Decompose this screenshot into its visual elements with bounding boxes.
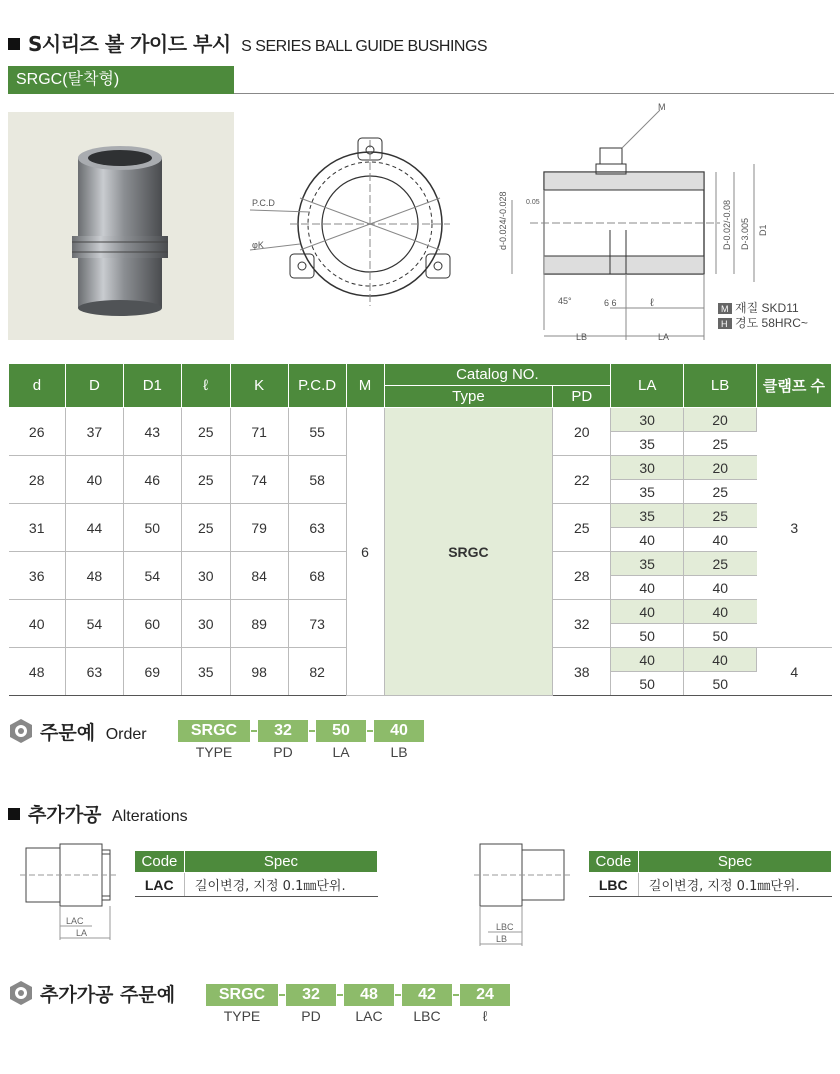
product-photo [8,112,234,340]
cell-d: 48 [9,648,66,696]
hardness-key: H [721,319,728,329]
material-text: 재질 SKD11 [735,301,799,315]
col-header-K: K [230,364,288,408]
lac-dim-label: LAC [66,916,84,926]
code-dash [366,720,374,742]
cell-d: 36 [9,552,66,600]
alt-spec-cell: 길이변경, 지정 0.1㎜단위. [638,873,831,897]
cell-lb: 40 [684,576,757,600]
alteration-order-title: 추가가공 주문예 [40,984,176,1006]
order-title-english: Order [105,726,147,743]
code-segment-type [206,984,278,1024]
code-box: 50 [316,720,366,742]
cell-pd: 32 [553,600,611,648]
col-header-D: D [65,364,123,408]
code-box: 32 [286,984,336,1006]
phik-label: φK [252,240,264,250]
code-dash [394,984,402,1006]
sub-header-bar [8,66,834,94]
table-row [9,408,832,432]
col-header-pd: PD [553,386,611,408]
cell-la: 40 [611,528,684,552]
col-header-l: ℓ [181,364,230,408]
cell-d: 31 [9,504,66,552]
technical-drawing [240,100,834,354]
cell-m: 6 [346,408,384,696]
bushing-photo-illustration [8,112,234,340]
cell-lb: 40 [684,648,757,672]
cell-K: 71 [230,408,288,456]
cell-D: 37 [65,408,123,456]
alteration-order-code [206,984,510,1024]
cell-D: 44 [65,504,123,552]
lb-dim-label: LB [496,934,508,944]
code-segment-lac [344,984,394,1024]
l-dim-label: ℓ [650,297,654,309]
D2-label: D-3.005 [740,217,750,250]
flatness-label: 0.05 [526,199,540,206]
alteration-left-figure [20,840,120,950]
code-label: LBC [413,1008,441,1024]
code-label: TYPE [195,744,233,760]
alteration-right-table [588,850,832,897]
cell-pd: 22 [553,456,611,504]
hardness-text: 경도 58HRC~ [735,316,808,330]
cell-la: 50 [611,624,684,648]
col-header-lb: LB [684,364,757,408]
hex-bolt-icon [8,980,34,1006]
angle-label: 45° [558,296,572,306]
code-dash [308,720,316,742]
cell-K: 89 [230,600,288,648]
order-example [8,716,508,766]
cell-lb: 40 [684,600,757,624]
cell-lb: 25 [684,480,757,504]
cell-pd: 20 [553,408,611,456]
cell-lb: 40 [684,528,757,552]
cell-D1: 46 [123,456,181,504]
cell-pd: 28 [553,552,611,600]
cell-pd: 25 [553,504,611,552]
cell-K: 84 [230,552,288,600]
cell-pcd: 68 [288,552,346,600]
code-label: LA [332,744,350,760]
table-row [135,873,378,897]
model-tag: SRGC(탈착형) [8,66,234,94]
alteration-order-example [8,980,608,1040]
code-dash [336,984,344,1006]
alt-code-cell: LBC [589,873,639,897]
cell-la: 30 [611,456,684,480]
cell-lb: 20 [684,456,757,480]
cell-D: 48 [65,552,123,600]
col-header-D1: D1 [123,364,181,408]
front-view [250,138,450,306]
cell-pcd: 73 [288,600,346,648]
cell-l: 25 [181,504,230,552]
code-label: PD [301,1008,321,1024]
hex-bolt-icon [8,718,34,744]
order-heading [8,718,147,745]
page-title [8,28,487,57]
cell-l: 25 [181,456,230,504]
cell-D: 63 [65,648,123,696]
cell-K: 79 [230,504,288,552]
D-tolerance-label: D-0.02/-0.08 [722,199,732,250]
alt-col-spec: Spec [638,851,831,873]
alteration-left-table [134,850,378,897]
cell-l: 35 [181,648,230,696]
d-tolerance-label: d-0.024/-0.028 [498,191,508,250]
cell-K: 74 [230,456,288,504]
pcd-label: P.C.D [252,198,275,208]
dim-66-label: 6 6 [604,298,617,308]
m-callout: M [658,102,666,112]
cell-D1: 54 [123,552,181,600]
D1-label: D1 [758,224,768,236]
cell-pcd: 55 [288,408,346,456]
cell-la: 35 [611,480,684,504]
alterations-title-korean: 추가가공 [28,804,102,826]
code-segment-lbc [402,984,452,1024]
code-segment-type [178,720,250,760]
alterations-heading [8,800,188,827]
code-box: 24 [460,984,510,1006]
code-segment-pd [258,720,308,760]
la-dim-label: LA [658,332,670,342]
cell-l: 30 [181,552,230,600]
code-label: PD [273,744,293,760]
code-box: SRGC [206,984,278,1006]
lb-dim-label: LB [576,332,588,342]
col-header-la: LA [611,364,684,408]
cell-lb: 20 [684,408,757,432]
cell-D1: 60 [123,600,181,648]
col-header-pcd: P.C.D [288,364,346,408]
col-header-catalog: Catalog NO. [384,364,611,386]
code-label: ℓ [482,1008,488,1024]
lbc-dim-label: LBC [496,922,514,932]
cell-K: 98 [230,648,288,696]
cell-clamp: 3 [757,408,832,648]
cell-pcd: 58 [288,456,346,504]
col-header-M: M [346,364,384,408]
code-box: 40 [374,720,424,742]
alt-col-code: Code [135,851,185,873]
sub-header-rule [234,93,834,94]
code-box: SRGC [178,720,250,742]
alteration-order-heading [8,980,175,1007]
cell-la: 35 [611,504,684,528]
code-box: 48 [344,984,394,1006]
side-view [512,110,754,340]
cell-la: 30 [611,408,684,432]
alteration-right-figure [474,840,574,950]
cell-lb: 25 [684,552,757,576]
title-korean: S시리즈 볼 가이드 부시 [28,32,231,56]
cell-la: 50 [611,672,684,696]
cell-d: 26 [9,408,66,456]
cell-D1: 69 [123,648,181,696]
cell-D1: 50 [123,504,181,552]
cell-lb: 50 [684,672,757,696]
cell-lb: 25 [684,432,757,456]
cell-l: 25 [181,408,230,456]
code-dash [452,984,460,1006]
order-title-korean: 주문예 [40,722,96,744]
code-dash [250,720,258,742]
code-label: LAC [355,1008,383,1024]
cell-pd: 38 [553,648,611,696]
table-row [589,873,832,897]
alt-code-cell: LAC [135,873,185,897]
square-bullet-icon [8,808,20,820]
cell-la: 35 [611,552,684,576]
code-label: TYPE [223,1008,261,1024]
alt-col-code: Code [589,851,639,873]
cell-pcd: 82 [288,648,346,696]
cell-type: SRGC [384,408,553,696]
square-bullet-icon [8,38,20,50]
la-dim-label: LA [76,928,88,938]
cell-la: 40 [611,600,684,624]
col-header-clamp: 클램프 수 [757,364,832,408]
spec-table [8,363,832,696]
title-english: S SERIES BALL GUIDE BUSHINGS [241,38,488,55]
cell-la: 40 [611,648,684,672]
cell-d: 40 [9,600,66,648]
order-code [178,720,424,760]
cell-clamp: 4 [757,648,832,696]
cell-l: 30 [181,600,230,648]
code-box: 42 [402,984,452,1006]
cell-D: 40 [65,456,123,504]
alt-spec-cell: 길이변경, 지정 0.1㎜단위. [184,873,377,897]
code-segment-lb [374,720,424,760]
cell-lb: 25 [684,504,757,528]
alterations-title-english: Alterations [112,808,188,825]
material-key: M [721,304,729,314]
cell-la: 35 [611,432,684,456]
cell-D1: 43 [123,408,181,456]
alt-col-spec: Spec [184,851,377,873]
col-header-d: d [9,364,66,408]
cell-lb: 50 [684,624,757,648]
code-segment-pd [286,984,336,1024]
code-box: 32 [258,720,308,742]
cell-la: 40 [611,576,684,600]
code-dash [278,984,286,1006]
code-segment-la [316,720,366,760]
cell-D: 54 [65,600,123,648]
col-header-type: Type [384,386,553,408]
code-label: LB [390,744,408,760]
cell-d: 28 [9,456,66,504]
cell-pcd: 63 [288,504,346,552]
code-segment-l [460,984,510,1024]
